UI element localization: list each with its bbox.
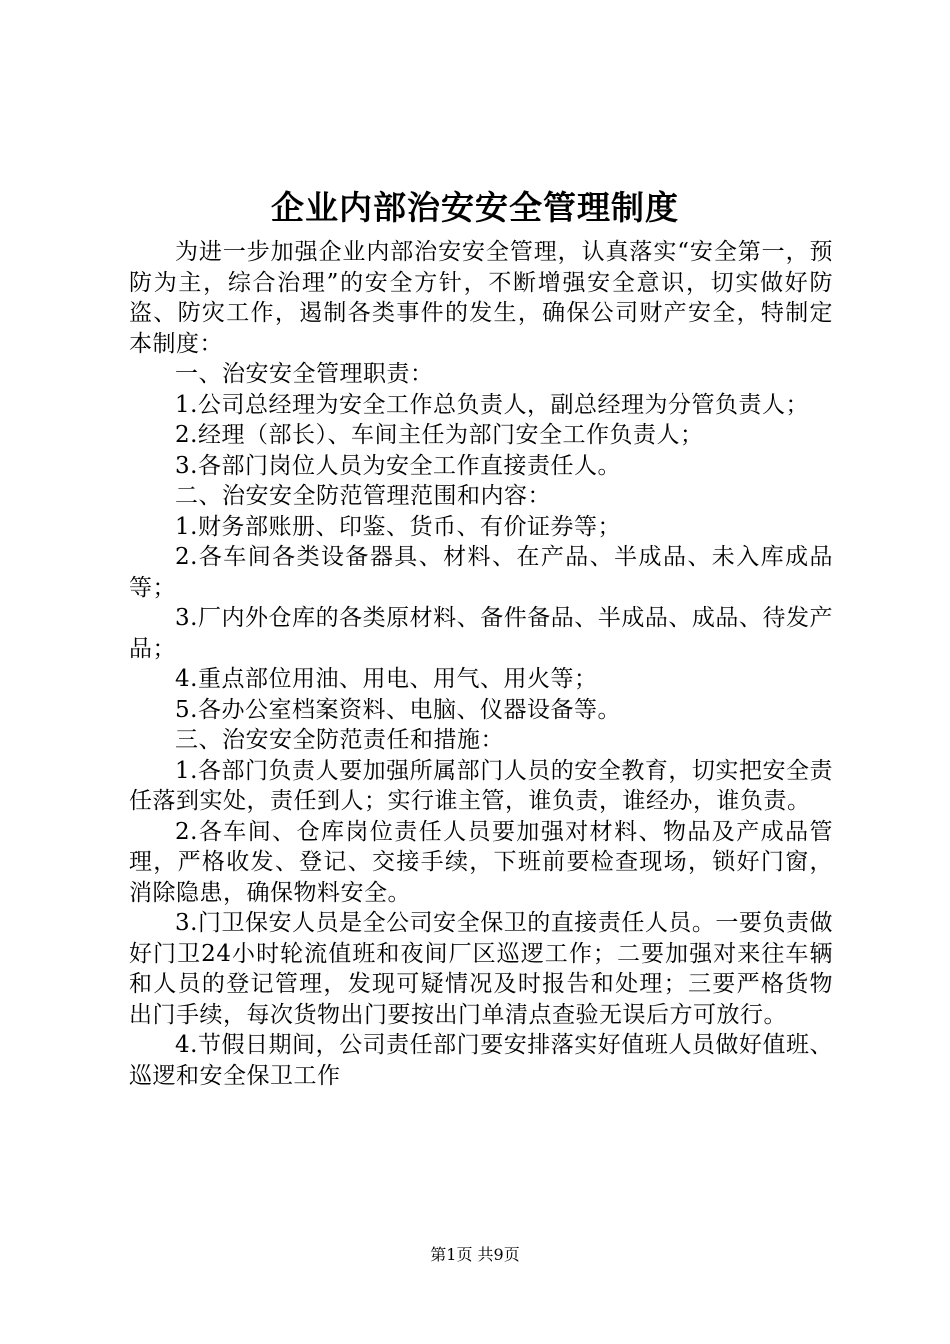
intro-paragraph: 为进一步加强企业内部治安安全管理，认真落实“安全第一，预防为主，综合治理”的安全方针，不断增强安全意识，切实做好防盗、防灾工作，遏制各类事件的发生，确保公司财产安全，特制定本制度： [129, 239, 833, 357]
list-item: 1.财务部账册、印鉴、货币、有价证券等； [175, 513, 621, 540]
list-item: 5.各办公室档案资料、电脑、仪器设备等。 [175, 696, 621, 723]
list-item: 3.厂内外仓库的各类原材料、备件备品、半成品、成品、待发产品； [129, 605, 833, 662]
document-title: 企业内部治安安全管理制度 [271, 188, 679, 227]
list-item: 3.门卫保安人员是全公司安全保卫的直接责任人员。一要负责做好门卫24小时轮流值班和夜间厂区巡逻工作；二要加强对来往车辆和人员的登记管理，发现可疑情况及时报告和处理；三要严格货物出门手续，每次货物出门要按出门单清点查验无误后方可放行。 [129, 910, 833, 1028]
list-item: 4.重点部位用油、用电、用气、用火等； [175, 666, 598, 692]
list-item: 2.各车间各类设备器具、材料、在产品、半成品、未入库成品等； [129, 544, 833, 601]
section-heading-2: 二、治安安全防范管理范围和内容： [175, 483, 551, 509]
list-item: 1.各部门负责人要加强所属部门人员的安全教育，切实把安全责任落到实处，责任到人；实行谁主管，谁负责，谁经办，谁负责。 [129, 757, 833, 814]
list-item: 1.公司总经理为安全工作总负责人，副总经理为分管负责人； [175, 391, 809, 418]
section-heading-1: 一、治安安全管理职责： [175, 361, 434, 387]
list-item: 3.各部门岗位人员为安全工作直接责任人。 [175, 452, 621, 479]
page-footer: 第1页 共9页 [430, 1245, 520, 1264]
list-item: 2.经理（部长）、车间主任为部门安全工作负责人； [175, 422, 704, 448]
list-item: 4.节假日期间，公司责任部门要安排落实好值班人员做好值班、巡逻和安全保卫工作 [129, 1032, 833, 1089]
section-heading-3: 三、治安安全防范责任和措施： [175, 727, 504, 753]
list-item: 2.各车间、仓库岗位责任人员要加强对材料、物品及产成品管理，严格收发、登记、交接手续，下班前要检查现场，锁好门窗，消除隐患，确保物料安全。 [129, 818, 833, 906]
document-body [129, 237, 833, 1091]
